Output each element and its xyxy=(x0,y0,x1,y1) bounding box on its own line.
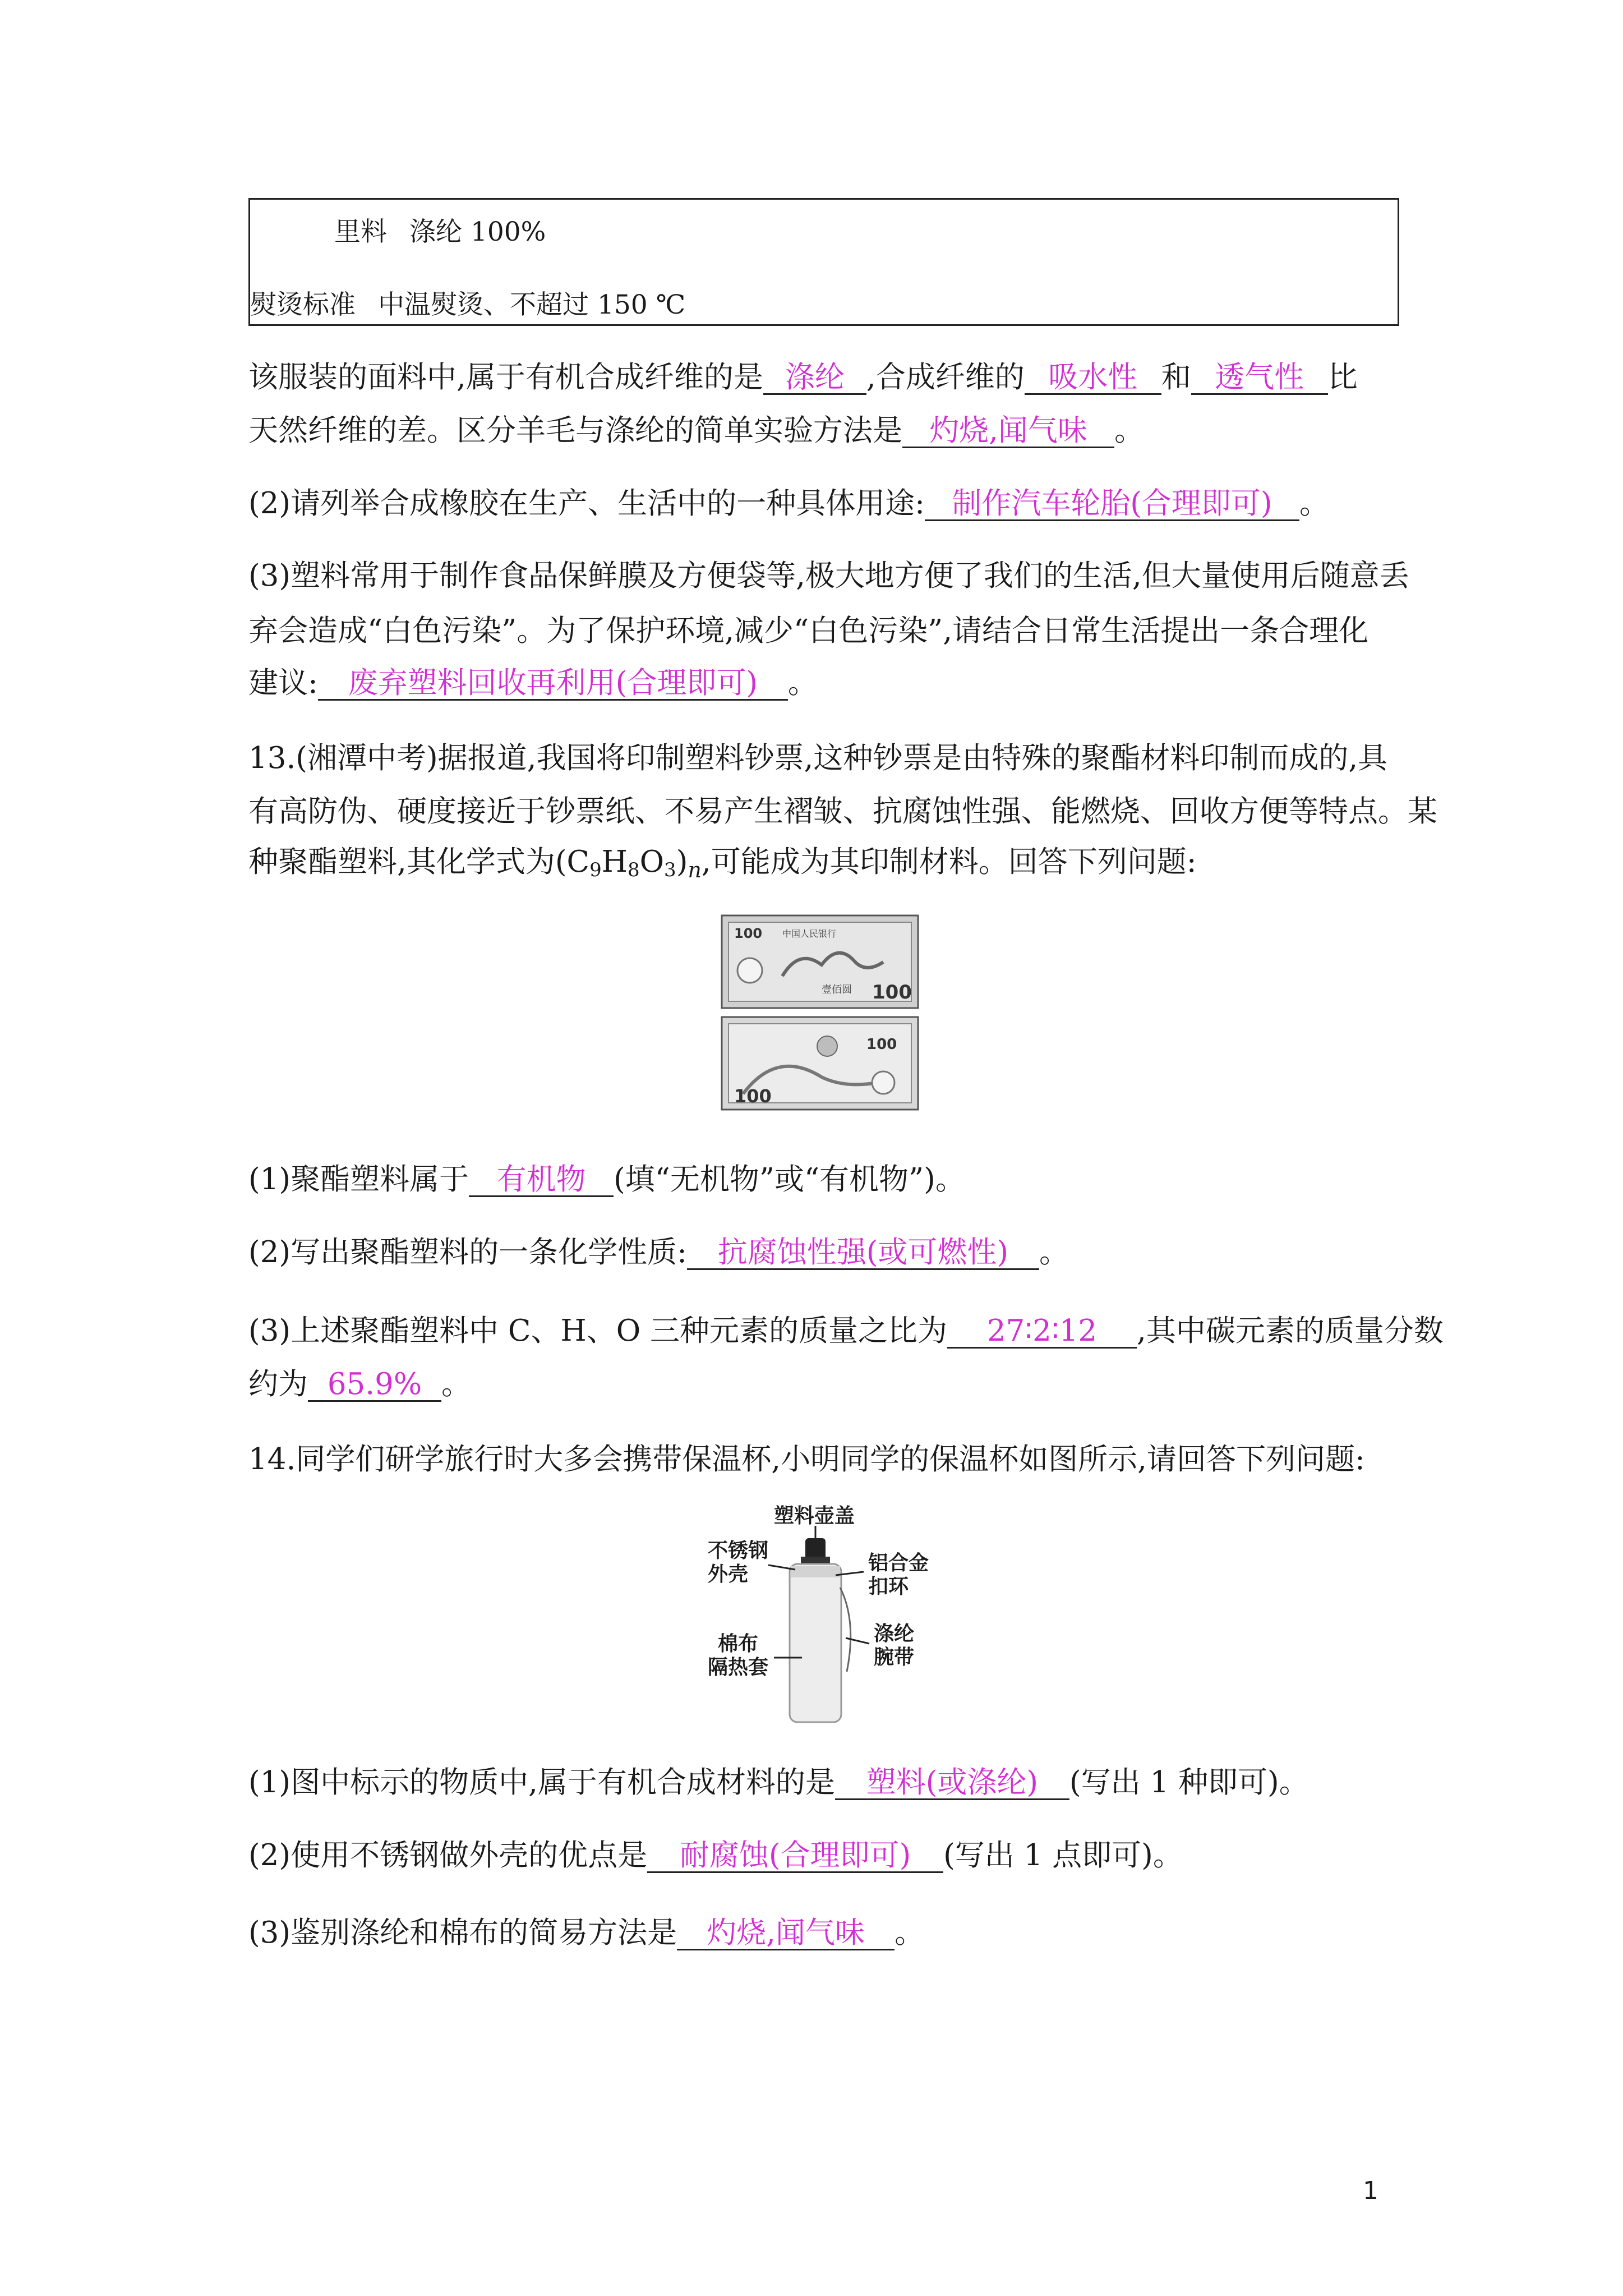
q12-line-1: 该服装的面料中,属于有机合成纤维的是 涤纶 ,合成纤维的 吸水性 和 透气性 比 xyxy=(248,360,1358,394)
q12-part-2: (2)请列举合成橡胶在生产、生活中的一种具体用途: 制作汽车轮胎(合理即可) 。 xyxy=(248,486,1329,521)
label-plastic-lid: 塑料壶盖 xyxy=(774,1504,855,1527)
fabric-lining-value: 涤纶 100% xyxy=(409,217,546,247)
thermos-body-icon xyxy=(790,1564,841,1722)
plastic-banknote-figure xyxy=(721,914,920,1114)
label-stainless-shell-1: 不锈钢 xyxy=(708,1539,769,1562)
q13-line-2: 有高防伪、硬度接近于钞票纸、不易产生褶皱、抗腐蚀性强、能燃烧、回收方便等特点。某 xyxy=(248,794,1437,829)
q13-part-3-line-2: 约为 65.9% 。 xyxy=(248,1367,471,1401)
answer-blank: 废弃塑料回收再利用(合理即可) xyxy=(318,668,788,701)
q12-line-2: 天然纤维的差。区分羊毛与涤纶的简单实验方法是 灼烧,闻气味 。 xyxy=(248,413,1144,448)
banknote-front-value: 100 xyxy=(872,981,912,1004)
answer-blank: 塑料(或涤纶) xyxy=(835,1767,1069,1800)
answer-blank: 抗腐蚀性强(或可燃性) xyxy=(687,1237,1039,1270)
answer-blank: 灼烧,闻气味 xyxy=(677,1917,895,1950)
page-number: 1 xyxy=(1363,2177,1378,2205)
fabric-row-lining xyxy=(334,211,546,249)
banknote-back-value-top: 100 xyxy=(866,1036,897,1053)
banknote-bank-name: 中国人民银行 xyxy=(782,928,837,939)
q13-part-2: (2)写出聚酯塑料的一条化学性质: 抗腐蚀性强(或可燃性) 。 xyxy=(248,1235,1069,1269)
answer-blank: 透气性 xyxy=(1191,362,1328,395)
answer-blank: 耐腐蚀(合理即可) xyxy=(647,1840,943,1873)
fabric-label-table xyxy=(248,198,1399,326)
label-aluminum-ring-2: 扣环 xyxy=(868,1575,909,1598)
q13-line-1: 13.(湘潭中考)据报道,我国将印制塑料钞票,这种钞票是由特殊的聚酯材料印制而成的,具 xyxy=(248,741,1388,775)
banknote-word: 壹佰圆 xyxy=(822,984,852,996)
emblem-icon xyxy=(817,1036,837,1056)
label-polyester-strap-1: 涤纶 xyxy=(874,1622,915,1645)
label-stainless-shell-2: 外壳 xyxy=(708,1563,749,1586)
q13-part-3-line-1: (3)上述聚酯塑料中 C、H、O 三种元素的质量之比为 27∶2∶12 ,其中碳元素的质量分数 xyxy=(248,1314,1444,1348)
fabric-ironing-label: 熨烫标准 xyxy=(250,289,356,320)
label-polyester-strap-2: 腕带 xyxy=(874,1646,915,1669)
banknote-front-value-top: 100 xyxy=(734,926,763,941)
q12-part-3-line-3: 建议: 废弃塑料回收再利用(合理即可) 。 xyxy=(248,666,818,700)
answer-blank: 制作汽车轮胎(合理即可) xyxy=(925,488,1299,521)
q12-part-3-line-1: (3)塑料常用于制作食品保鲜膜及方便袋等,极大地方便了我们的生活,但大量使用后随意丢 xyxy=(248,559,1409,593)
fabric-ironing-value: 中温熨烫、不超过 150 ℃ xyxy=(378,289,686,320)
fabric-lining-label: 里料 xyxy=(334,217,387,247)
q13-part-1: (1)聚酯塑料属于 有机物 (填“无机物”或“有机物”)。 xyxy=(248,1162,965,1197)
lid-icon xyxy=(805,1538,826,1559)
label-cotton-sleeve-2: 隔热套 xyxy=(708,1656,769,1679)
answer-blank: 灼烧,闻气味 xyxy=(902,415,1114,448)
label-cotton-sleeve-1: 棉布 xyxy=(718,1632,759,1655)
answer-blank: 有机物 xyxy=(469,1164,614,1197)
banknote-back-value: 100 xyxy=(734,1085,772,1107)
watermark-icon-back xyxy=(872,1071,895,1094)
fabric-row-ironing xyxy=(250,284,685,321)
answer-blank: 65.9% xyxy=(308,1369,441,1402)
q14-part-3: (3)鉴别涤纶和棉布的简易方法是 灼烧,闻气味 。 xyxy=(248,1916,925,1950)
q12-part-3-line-2: 弃会造成“白色污染”。为了保护环境,减少“白色污染”,请结合日常生活提出一条合理化 xyxy=(248,614,1369,648)
thermos-figure xyxy=(695,1503,976,1728)
q14-part-1: (1)图中标示的物质中,属于有机合成材料的是 塑料(或涤纶) (写出 1 种即可)。 xyxy=(248,1765,1309,1800)
q14-line-1: 14.同学们研学旅行时大多会携带保温杯,小明同学的保温杯如图所示,请回答下列问题: xyxy=(248,1442,1365,1476)
answer-blank: 27∶2∶12 xyxy=(947,1315,1137,1349)
label-aluminum-ring-1: 铝合金 xyxy=(868,1552,929,1575)
q14-part-2: (2)使用不锈钢做外壳的优点是 耐腐蚀(合理即可) (写出 1 点即可)。 xyxy=(248,1838,1183,1872)
watermark-icon xyxy=(737,958,762,983)
q13-line-3: 种聚酯塑料,其化学式为$(C_9H_8O_3)n$,可能成为其印制材料。回答下列问题: xyxy=(248,845,1197,882)
answer-blank: 涤纶 xyxy=(763,362,866,395)
answer-blank: 吸水性 xyxy=(1025,362,1161,395)
